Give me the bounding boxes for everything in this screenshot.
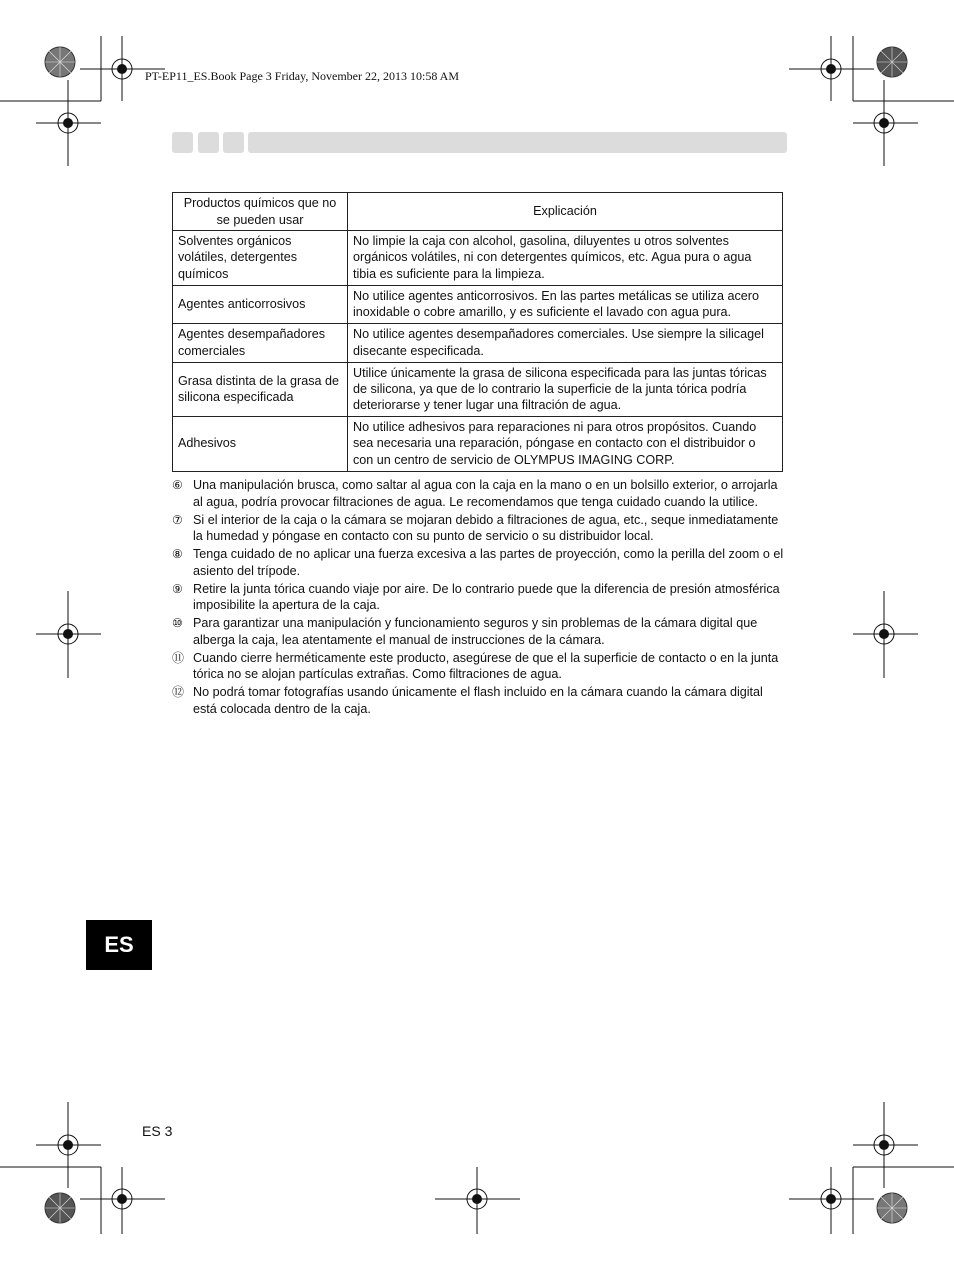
table-cell-explanation: No limpie la caja con alcohol, gasolina, diluyentes u otros solventes orgánicos volátiles, ni con detergentes químicos, etc. Agua pura o agua tibia es suficiente para la limpieza. [348,231,783,286]
table-cell-chemical: Agentes anticorrosivos [173,286,348,324]
note-number: ⑧ [172,547,183,561]
table-cell-chemical: Solventes orgánicos volátiles, detergentes químicos [173,231,348,286]
note-text: Si el interior de la caja o la cámara se mojaran debido a filtraciones de agua, etc., seque inmediatamente la humedad y póngase en contacto con su punto de servicio o su distribuidor local. [193,512,779,543]
note-text: Cuando cierre herméticamente este producto, asegúrese de que el la superficie de contacto o en la junta tórica no se alojan partículas extrañas. Como filtraciones de agua. [193,650,779,681]
note-text: Retire la junta tórica cuando viaje por aire. De lo contrario puede que la diferencia de presión atmosférica imposibilite la apertura de la caja. [193,581,780,612]
table-header-chemicals: Productos químicos que no se pueden usar [173,193,348,231]
page-number: ES 3 [142,1123,173,1139]
table-cell-chemical: Grasa distinta de la grasa de silicona especificada [173,363,348,417]
note-number: ⑪ [172,650,185,665]
note-text: Para garantizar una manipulación y funcionamiento seguros y sin problemas de la cámara digital que alberga la caja, lea atentamente el manual de instrucciones de la cámara. [193,616,758,647]
note-text: No podrá tomar fotografías usando únicamente el flash incluido en la cámara cuando la cámara digital está colocada dentro de la caja. [193,685,763,716]
book-header-line: PT-EP11_ES.Book Page 3 Friday, November 22, 2013 10:58 AM [145,69,459,83]
table-cell-explanation: Utilice únicamente la grasa de silicona especificada para las juntas tóricas de silicona, ya que de lo contrario la superficie de la junta tórica podría deteriorarse y tener lugar una filtración de agua. [348,363,783,417]
language-side-tab: ES [86,920,152,970]
table-cell-explanation: No utilice adhesivos para reparaciones ni para otros propósitos. Cuando sea necesaria una reparación, póngase en contacto con el distribuidor o con un centro de servicio de OLYMPUS IMAGING CORP. [348,417,783,472]
note-number: ⑫ [172,685,185,699]
note-number: ⑨ [172,581,183,596]
table-row [173,324,783,363]
table-row [173,363,783,417]
list-item [172,684,787,717]
table-header-explanation: Explicación [348,193,783,231]
list-item [172,650,787,683]
table-header-row [173,193,783,231]
notes-list [172,477,787,719]
table-cell-chemical: Agentes desempañadores comerciales [173,324,348,363]
list-item [172,512,787,545]
list-item [172,477,787,510]
list-item [172,546,787,579]
table-row [173,231,783,286]
list-item [172,615,787,648]
list-item [172,581,787,614]
table-cell-explanation: No utilice agentes anticorrosivos. En las partes metálicas se utiliza acero inoxidable o cobre amarillo, y es suficiente el lavado con agua pura. [348,286,783,324]
section-tab-bar [172,132,787,153]
note-text: Una manipulación brusca, como saltar al agua con la caja en la mano o en un bolsillo exterior, o arrojarla al agua, podría provocar filtraciones de agua. Le recomendamos que tenga cuidado cuando la utilice. [193,478,778,509]
note-number: ⑥ [172,478,183,492]
chemicals-table [172,192,783,472]
table-cell-chemical: Adhesivos [173,417,348,472]
section-tab-1 [172,132,193,153]
section-tab-2 [198,132,219,153]
note-text: Tenga cuidado de no aplicar una fuerza excesiva a las partes de proyección, como la perilla del zoom o el asiento del trípode. [193,547,784,578]
section-tab-long [248,132,787,153]
table-row [173,286,783,324]
table-cell-explanation: No utilice agentes desempañadores comerciales. Use siempre la silicagel disecante especificada. [348,324,783,363]
note-number: ⑦ [172,512,183,527]
note-number: ⑩ [172,616,183,630]
section-tab-3 [223,132,244,153]
table-row [173,417,783,472]
